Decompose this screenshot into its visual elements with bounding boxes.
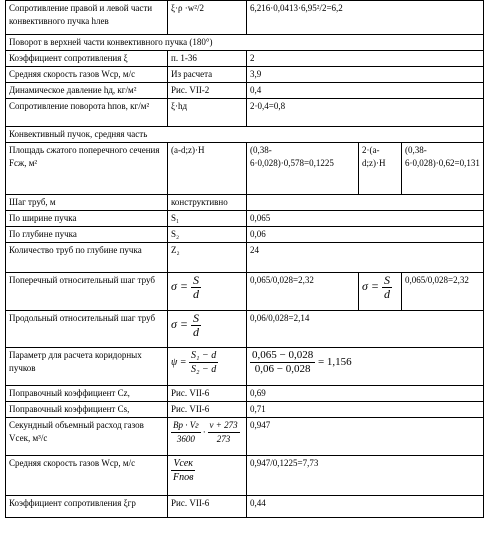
param-name: Коэффициент сопротивления ξгр	[6, 496, 168, 518]
param-name: Поперечный относительный шаг труб	[6, 273, 168, 311]
table-row	[6, 386, 484, 402]
param-value: 0,71	[247, 402, 484, 418]
param-name: Сопротивление поворота hпов, кг/м²	[6, 99, 168, 127]
param-formula: Из расчета	[168, 67, 247, 83]
table-row	[6, 402, 484, 418]
param-name: Сопротивление правой и левой части конвективного пучка hлев	[6, 1, 168, 35]
param-value: 3,9	[247, 67, 484, 83]
table-row	[6, 418, 484, 456]
fraction: $\frac{v + 273}{273}$	[209, 420, 238, 444]
param-name: Количество труб по глубине пучка	[6, 243, 168, 273]
calculation-table-sheet	[5, 0, 483, 518]
param-value: 0,065/0,028=2,32	[247, 273, 359, 311]
calculation-table	[5, 0, 484, 518]
param-formula: Рис. VII-6	[168, 496, 247, 518]
table-row	[6, 273, 484, 311]
fraction: $\frac{0,065 - 0,028}{0,06 - 0,028}$	[252, 349, 314, 375]
section-row	[6, 127, 484, 143]
param-name: Динамическое давление hд, кг/м²	[6, 83, 168, 99]
section-title: Конвективный пучок, средняя часть	[6, 127, 484, 143]
param-formula: ξ·hд	[168, 99, 247, 127]
param-value: 0,44	[247, 496, 484, 518]
param-value: (0,38-6·0,028)·0,578=0,1225	[247, 143, 359, 195]
param-value: 0,06/0,028=2,14	[247, 311, 484, 348]
param-value: 0,065	[247, 211, 484, 227]
sigma-formula	[168, 273, 247, 311]
param-name: Средняя скорость газов Wср, м/с	[6, 456, 168, 496]
param-formula: S₂	[168, 227, 247, 243]
fraction: $\frac{\text{S₁ − d}}{\text{S₂ − d}}$	[190, 350, 217, 375]
table-row	[6, 67, 484, 83]
psi-formula	[168, 348, 247, 386]
param-value: 0,947/0,1225=7,73	[247, 456, 484, 496]
param-name: По глубине пучка	[6, 227, 168, 243]
table-row	[6, 496, 484, 518]
param-formula: п. 1-36	[168, 51, 247, 67]
table-row	[6, 195, 484, 211]
formula-expression: σ = $\frac{S}{d}$	[362, 273, 391, 301]
param-value	[247, 348, 484, 386]
table-row	[6, 211, 484, 227]
table-row	[6, 1, 484, 35]
formula-expression	[171, 458, 195, 483]
table-row	[6, 311, 484, 348]
param-formula: Рис. VII-2	[168, 83, 247, 99]
param-value: 0,69	[247, 386, 484, 402]
param-formula: конструктивно	[168, 195, 247, 211]
param-value-alt: 0,065/0,028=2,32	[402, 273, 484, 311]
formula-expression: $\frac{Bр \cdot Vг}{3600}$ · $\frac{v + 273}{273}$	[173, 420, 238, 444]
sigma-formula-alt	[359, 273, 402, 311]
param-value	[247, 195, 484, 211]
param-value: 0,4	[247, 83, 484, 99]
param-value: 2	[247, 51, 484, 67]
table-row	[6, 99, 484, 127]
param-name: По ширине пучка	[6, 211, 168, 227]
param-name: Параметр для расчета коридорных пучков	[6, 348, 168, 386]
param-formula: Рис. VII-6	[168, 386, 247, 402]
param-value-alt: (0,38-6·0,028)·0,62=0,131	[402, 143, 484, 195]
param-name: Шаг труб, м	[6, 195, 168, 211]
formula-expression: σ = $\frac{S}{d}$	[171, 311, 200, 339]
table-row	[6, 227, 484, 243]
table-row	[6, 348, 484, 386]
formula-expression: ψ = $\frac{\text{S₁ − d}}{\text{S₂ − d}}$	[171, 350, 217, 375]
value-expression: $\frac{0,065 - 0,028}{0,06 - 0,028}$ = 1,156	[252, 349, 352, 375]
param-value: 24	[247, 243, 484, 273]
table-row	[6, 456, 484, 496]
param-formula-alt: 2·(a-d;z)·H	[359, 143, 402, 195]
param-value: 6,216·0,0413·6,95²/2=6,2	[247, 1, 484, 35]
param-name: Поправочный коэффициент Сs,	[6, 402, 168, 418]
table-row	[6, 51, 484, 67]
param-formula: Z₂	[168, 243, 247, 273]
fraction: $\frac{S}{d}$	[193, 273, 200, 301]
section-title: Поворот в верхней части конвективного пучка (180°)	[6, 35, 484, 51]
param-formula: Рис. VII-6	[168, 402, 247, 418]
table-row	[6, 143, 484, 195]
param-formula: (a-d;z)·H	[168, 143, 247, 195]
table-row	[6, 83, 484, 99]
fraction: $\frac{S}{d}$	[384, 273, 391, 301]
fraction: $\frac{\text{Vсек}}{\text{Fпов}}$	[173, 458, 194, 483]
section-row	[6, 35, 484, 51]
formula-expression: σ = $\frac{S}{d}$	[171, 273, 200, 301]
volume-formula	[168, 418, 247, 456]
speed-formula	[168, 456, 247, 496]
param-name: Поправочный коэффициент Сz,	[6, 386, 168, 402]
param-formula: ξ·ρ ·w²/2	[168, 1, 247, 35]
param-name: Секундный объемный расход газов Vсек, м³/с	[6, 418, 168, 456]
param-name: Продольный относительный шаг труб	[6, 311, 168, 348]
table-row	[6, 243, 484, 273]
fraction: $\frac{S}{d}$	[193, 311, 200, 339]
param-name: Площадь сжатого поперечного сечения Fсж, м²	[6, 143, 168, 195]
param-formula: S₁	[168, 211, 247, 227]
fraction: $\frac{Bр \cdot Vг}{3600}$	[173, 420, 199, 444]
param-value: 2·0,4=0,8	[247, 99, 484, 127]
sigma-formula	[168, 311, 247, 348]
param-value: 0,947	[247, 418, 484, 456]
param-name: Средняя скорость газов Wср, м/с	[6, 67, 168, 83]
param-value: 0,06	[247, 227, 484, 243]
param-name: Коэффициент сопротивления ξ	[6, 51, 168, 67]
